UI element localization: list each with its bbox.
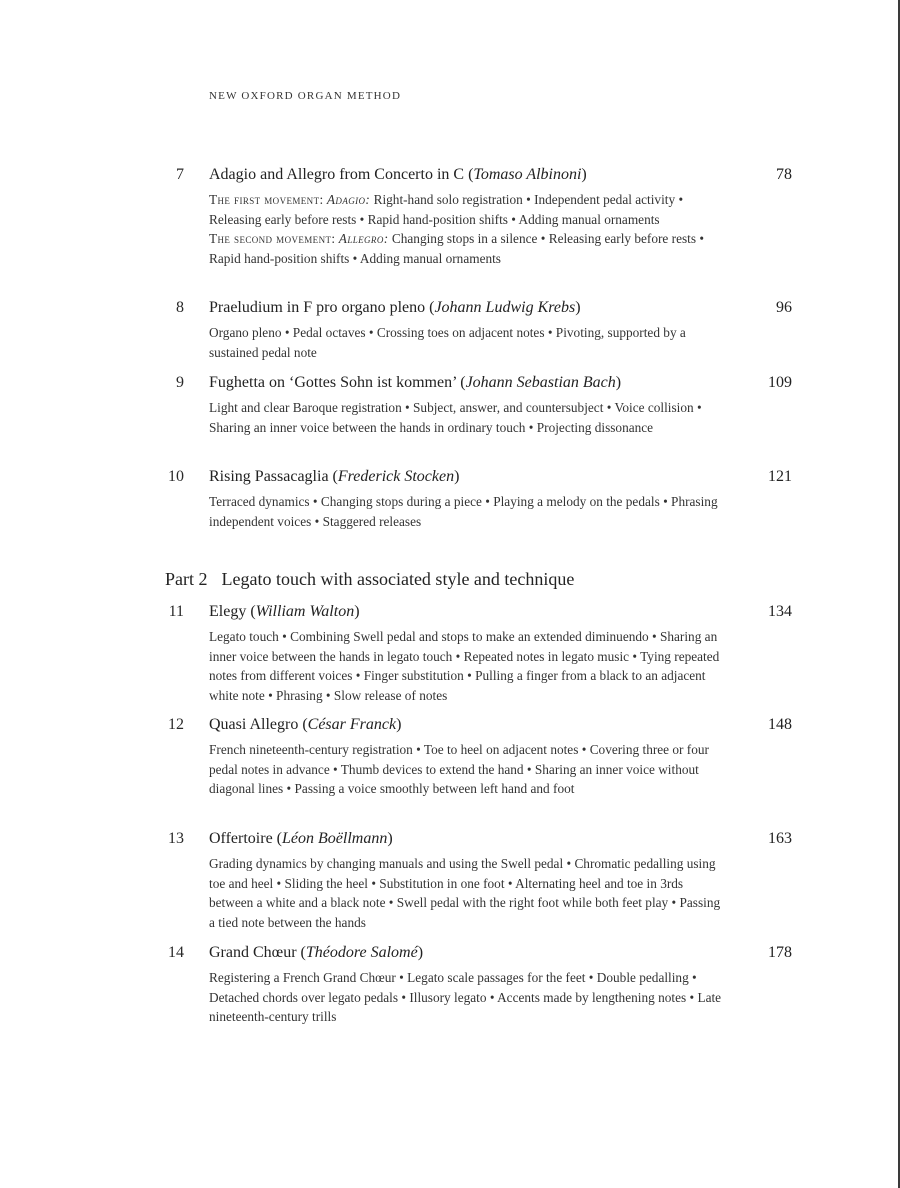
part-heading xyxy=(165,569,574,590)
entry-number: 11 xyxy=(168,603,184,620)
part-title: Legato touch with associated style and technique xyxy=(221,569,575,589)
entry-title: Praeludium in F pro organo pleno (Johann Ludwig Krebs) xyxy=(209,299,581,316)
page-number: 109 xyxy=(768,374,792,391)
movement-notes: The second movement: Allegro: Changing stops in a silence • Releasing early before rests • Rapid hand-position shifts • Adding manual ornaments xyxy=(209,231,704,266)
running-head: NEW OXFORD ORGAN METHOD xyxy=(209,90,402,102)
composer: Tomaso Albinoni xyxy=(473,166,582,183)
entry-title: Quasi Allegro (César Franck) xyxy=(209,716,402,733)
part-label: Part 2 xyxy=(165,569,208,589)
entry-number: 14 xyxy=(168,944,184,961)
entry-title: Grand Chœur (Théodore Salomé) xyxy=(209,944,424,961)
page-number: 134 xyxy=(768,603,792,620)
page-number: 163 xyxy=(768,830,792,847)
composer: Johann Ludwig Krebs xyxy=(434,299,576,316)
entry-number: 7 xyxy=(176,166,184,183)
composer: Frederick Stocken xyxy=(337,468,455,485)
entry-description: Terraced dynamics • Changing stops during a piece • Playing a melody on the pedals • Phrasing independent voices • Staggered releases xyxy=(209,494,718,529)
composer: Johann Sebastian Bach xyxy=(465,374,616,391)
page-number: 148 xyxy=(768,716,792,733)
entry-title: Adagio and Allegro from Concerto in C (Tomaso Albinoni) xyxy=(209,166,587,183)
entry-title: Elegy (William Walton) xyxy=(209,603,360,620)
entry-description xyxy=(209,190,729,268)
entry-description: Grading dynamics by changing manuals and using the Swell pedal • Chromatic pedalling using toe and heel • Sliding the heel • Substitution in one foot • Alternating heel and toe in 3rds between a white and a black note • Swell pedal with the right foot while both feet play • Passing a tied note between the hands xyxy=(209,856,721,930)
entry-title: Fughetta on ‘Gottes Sohn ist kommen’ (Johann Sebastian Bach) xyxy=(209,374,622,391)
page-number: 178 xyxy=(768,944,792,961)
composer: César Franck xyxy=(307,716,397,733)
entry-title: Offertoire (Léon Boëllmann) xyxy=(209,830,393,847)
entry-number: 10 xyxy=(168,468,184,485)
composer: William Walton xyxy=(255,603,355,620)
page-number: 121 xyxy=(768,468,792,485)
entry-number: 12 xyxy=(168,716,184,733)
movement-notes: The first movement: Adagio: Right-hand solo registration • Independent pedal activity • Releasing early before rests • Rapid hand-position shifts • Adding manual ornaments xyxy=(209,192,684,227)
entry-description: French nineteenth-century registration • Toe to heel on adjacent notes • Covering three or four pedal notes in advance • Thumb devices to extend the hand • Sharing an inner voice without diagonal lines • Passing a voice smoothly between left hand and foot xyxy=(209,742,709,796)
composer: Léon Boëllmann xyxy=(282,830,388,847)
entry-number: 9 xyxy=(176,374,184,391)
entry-description: Registering a French Grand Chœur • Legato scale passages for the feet • Double pedalling • Detached chords over legato pedals • Illusory legato • Accents made by lengthening notes • Late nineteenth-century trills xyxy=(209,970,722,1024)
entry-description: Light and clear Baroque registration • Subject, answer, and countersubject • Voice collision • Sharing an inner voice between the hands in ordinary touch • Projecting dissonance xyxy=(209,400,702,435)
page-number: 78 xyxy=(776,166,792,183)
entry-number: 8 xyxy=(176,299,184,316)
page-number: 96 xyxy=(776,299,792,316)
entry-description: Legato touch • Combining Swell pedal and stops to make an extended diminuendo • Sharing an inner voice between the hands in legato touch • Repeated notes in legato music • Tying repeated notes from different voices • Finger substitution • Pulling a finger from a black to an adjacent white note • Phrasing • Slow release of notes xyxy=(209,629,720,703)
composer: Théodore Salomé xyxy=(305,944,418,961)
entry-description: Organo pleno • Pedal octaves • Crossing toes on adjacent notes • Pivoting, supported by a sustained pedal note xyxy=(209,325,686,360)
entry-title: Rising Passacaglia (Frederick Stocken) xyxy=(209,468,460,485)
entry-number: 13 xyxy=(168,830,184,847)
